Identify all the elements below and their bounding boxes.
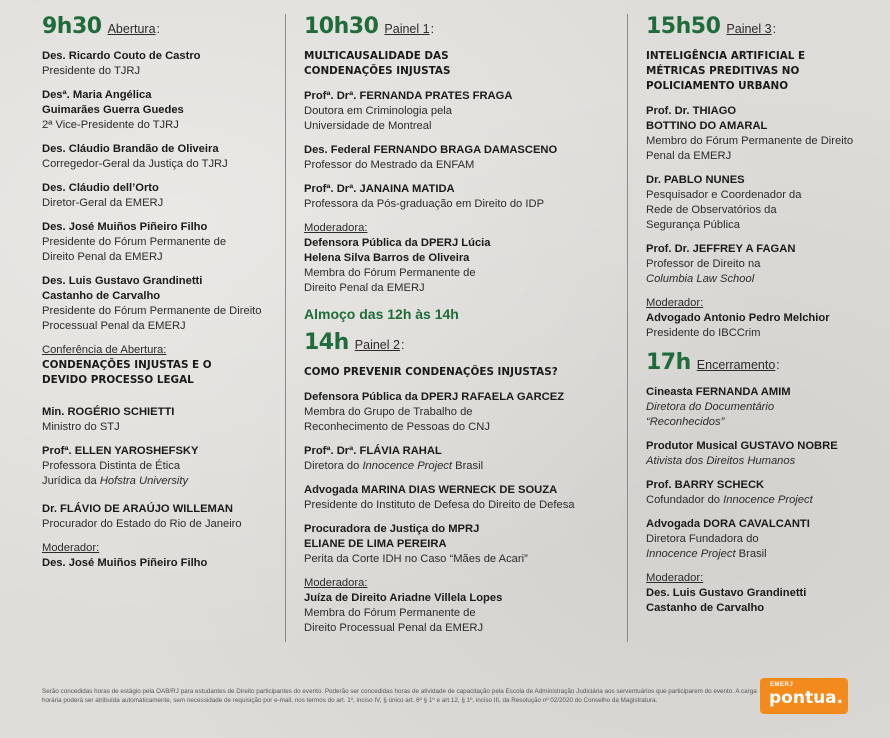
speaker-name: Des. Ricardo Couto de Castro	[42, 50, 201, 62]
speaker-role: Diretora do Documentário “Reconhecidos”	[646, 401, 775, 428]
speaker-role: Presidente do Fórum Permanente de Direito Processual Penal da EMERJ	[42, 305, 262, 332]
moderator-block	[304, 221, 524, 296]
moderator-label: Moderador:	[646, 572, 704, 584]
moderator-name: Juíza de Direito Ariadne Villela Lopes	[304, 592, 503, 604]
logo-emerj-text: EMERJ	[770, 682, 794, 688]
speaker-role: Diretor-Geral da EMERJ	[42, 197, 164, 209]
closing-time: 17h	[646, 350, 691, 375]
speaker-role: Membro do Fórum Permanente de Direito Penal da EMERJ	[646, 135, 854, 162]
speaker-name: Cineasta FERNANDA AMIM	[646, 386, 791, 398]
speaker-name: Advogada DORA CAVALCANTI	[646, 518, 810, 530]
speaker	[42, 181, 282, 211]
opening-time: 9h30	[42, 14, 102, 39]
speaker-name: Profª. Drª. JANAINA MATIDA	[304, 183, 455, 195]
opening-session-label: Abertura	[107, 22, 156, 36]
panel1-speakers	[304, 89, 624, 212]
speaker	[304, 522, 624, 567]
speaker	[304, 483, 624, 513]
moderator-block	[646, 296, 886, 341]
speaker-role: Procurador do Estado do Rio de Janeiro	[42, 518, 242, 530]
moderator-block	[304, 576, 624, 636]
panels-column	[304, 14, 624, 645]
speaker-role: Ativista dos Direitos Humanos	[646, 455, 796, 467]
moderator-role: Presidente do IBCCrim	[646, 327, 761, 339]
speaker-role: Presidente do TJRJ	[42, 65, 141, 77]
panel1-title: MULTICAUSALIDADE DAS CONDENAÇÕES INJUSTAS	[304, 50, 451, 77]
panel2-time: 14h	[304, 330, 349, 355]
speaker	[304, 143, 624, 173]
speaker-name: Procuradora de Justiça do MPRJ ELIANE DE LIMA PEREIRA	[304, 523, 480, 550]
speaker	[42, 142, 282, 172]
speaker	[42, 220, 282, 265]
conference-title: CONDENAÇÕES INJUSTAS E O DEVIDO PROCESSO LEGAL	[42, 359, 212, 386]
moderator-block	[646, 571, 886, 616]
moderator-role: Membra do Fórum Permanente de Direito Penal da EMERJ	[304, 267, 476, 294]
conference-label: Conferência de Abertura:	[42, 344, 167, 356]
panel1-header: 10h30 Painel 1 :	[304, 14, 435, 39]
speaker-role: Membra do Grupo de Trabalho de Reconhecimento de Pessoas do CNJ	[304, 406, 490, 433]
panel2-title: COMO PREVENIR CONDENAÇÕES INJUSTAS?	[304, 366, 558, 378]
speaker-role: Professora da Pós-graduação em Direito do IDP	[304, 198, 545, 210]
closing-header: 17h Encerramento :	[646, 350, 780, 375]
speaker	[42, 274, 282, 334]
speaker	[42, 405, 282, 435]
speaker-name: Profª. ELLEN YAROSHEFSKY	[42, 445, 199, 457]
speaker	[304, 390, 565, 435]
speaker	[42, 49, 282, 79]
speaker-role: Pesquisador e Coordenador da Rede de Observatórios da Segurança Pública	[646, 189, 802, 231]
speaker	[646, 173, 886, 233]
afternoon-column	[646, 14, 886, 625]
speaker-name: Desª. Maria Angélica Guimarães Guerra Guedes	[42, 89, 184, 116]
speaker-name: Dr. FLÁVIO DE ARAÚJO WILLEMAN	[42, 503, 234, 515]
speaker	[42, 88, 282, 133]
speaker-role: Professor do Mestrado da ENFAM	[304, 159, 475, 171]
panel2-header: 14h Painel 2 :	[304, 330, 405, 355]
lunch-break: Almoço das 12h às 14h	[304, 306, 459, 322]
speaker-name: Defensora Pública da DPERJ RAFAELA GARCEZ	[304, 391, 565, 403]
speaker-role: Ministro do STJ	[42, 421, 120, 433]
speaker-name: Prof. BARRY SCHECK	[646, 479, 765, 491]
opening-header: 9h30 Abertura :	[42, 14, 161, 39]
speaker	[646, 478, 886, 508]
moderator-name: Des. Luis Gustavo Grandinetti Castanho de Carvalho	[646, 587, 807, 614]
panel3-label: Painel 3	[726, 22, 772, 36]
speaker-name: Des. José Muiños Piñeiro Filho	[42, 221, 208, 233]
speaker-name: Prof. Dr. THIAGO BOTTINO DO AMARAL	[646, 105, 768, 132]
logo-pontua-text: pontua.	[769, 688, 844, 708]
panel3-header: 15h50 Painel 3 :	[646, 14, 777, 39]
speaker-name: Prof. Dr. JEFFREY A FAGAN	[646, 243, 796, 255]
moderator-name: Defensora Pública da DPERJ Lúcia Helena Silva Barros de Oliveira	[304, 237, 491, 264]
speaker-name: Des. Cláudio Brandão de Oliveira	[42, 143, 219, 155]
opening-column	[42, 14, 282, 580]
speaker-role: Presidente do Fórum Permanente de Direito Penal da EMERJ	[42, 236, 227, 263]
speaker-role: Diretora do Innocence Project Brasil	[304, 460, 484, 472]
speaker-role: Doutora em Criminologia pela Universidade de Montreal	[304, 105, 452, 132]
panel3-time: 15h50	[646, 14, 721, 39]
moderator-label: Moderador:	[42, 542, 100, 554]
speaker-name: Advogada MARINA DIAS WERNECK DE SOUZA	[304, 484, 558, 496]
speaker	[646, 439, 886, 469]
speaker-role: Presidente do Instituto de Defesa do Direito de Defesa	[304, 499, 575, 511]
speaker-role: 2ª Vice-Presidente do TJRJ	[42, 119, 179, 131]
closing-label: Encerramento	[696, 358, 776, 372]
speaker	[304, 89, 624, 134]
speaker-role: Perita da Corte IDH no Caso “Mães de Acari”	[304, 553, 528, 565]
speaker-role: Corregedor-Geral da Justiça do TJRJ	[42, 158, 228, 170]
speaker	[646, 242, 886, 287]
moderator-name: Advogado Antonio Pedro Melchior	[646, 312, 830, 324]
speaker-role: Professor de Direito na Columbia Law School	[646, 258, 761, 285]
speaker-role: Diretora Fundadora do Innocence Project Brasil	[646, 533, 767, 560]
moderator-label: Moderadora:	[304, 222, 368, 234]
speaker	[304, 182, 624, 212]
speaker	[304, 444, 624, 474]
panel1-time: 10h30	[304, 14, 379, 39]
speaker	[646, 517, 886, 562]
speaker-name: Profª. Drª. FLÁVIA RAHAL	[304, 445, 442, 457]
moderator-name: Des. José Muiños Piñeiro Filho	[42, 557, 208, 569]
column-divider-1	[285, 14, 286, 642]
moderator-block	[42, 541, 282, 571]
panel1-label: Painel 1	[384, 22, 430, 36]
speaker-role: Professora Distinta de Ética Jurídica da Hofstra University	[42, 460, 189, 487]
speaker	[646, 385, 886, 430]
speaker-name: Produtor Musical GUSTAVO NOBRE	[646, 440, 838, 452]
panel3-title: INTELIGÊNCIA ARTIFICIAL E MÉTRICAS PREDITIVAS NO POLICIAMENTO URBANO	[646, 50, 806, 92]
speaker-name: Des. Cláudio dell’Orto	[42, 182, 159, 194]
speaker	[42, 444, 222, 489]
moderator-role: Membra do Fórum Permanente de Direito Processual Penal da EMERJ	[304, 607, 484, 634]
speaker-role: Cofundador do Innocence Project	[646, 494, 813, 506]
speaker-name: Des. Federal FERNANDO BRAGA DAMASCENO	[304, 144, 558, 156]
footer-notice: Serão concedidas horas de estágio pela OAB/RJ para estudantes de Direito participantes do evento. Poderão ser concedidas horas de atividade de capacitação pela Escola de Administração Judiciária aos serventuários que participarem do evento. A carga horária poderá ser atribuída automaticamente, sem necessidade de requisição por e-mail, nos termos do art. 1º, inciso IV, § único art. 6º § 1º e art.12, § 1º, inciso III, da Resolução nº 02/2020 do Conselho da Magistratura.	[42, 688, 757, 704]
panel2-label: Painel 2	[354, 338, 400, 352]
speaker-name: Profª. Drª. FERNANDA PRATES FRAGA	[304, 90, 513, 102]
opening-speakers	[42, 49, 282, 334]
speaker-name: Dr. PABLO NUNES	[646, 174, 745, 186]
speaker	[42, 502, 282, 532]
emerj-pontua-logo	[760, 678, 848, 714]
moderator-label: Moderadora:	[304, 577, 368, 589]
column-divider-2	[627, 14, 628, 642]
conference-block	[42, 343, 282, 388]
speaker-name: Des. Luis Gustavo Grandinetti Castanho de Carvalho	[42, 275, 203, 302]
moderator-label: Moderador:	[646, 297, 704, 309]
speaker-name: Min. ROGÉRIO SCHIETTI	[42, 406, 175, 418]
speaker	[646, 104, 886, 164]
